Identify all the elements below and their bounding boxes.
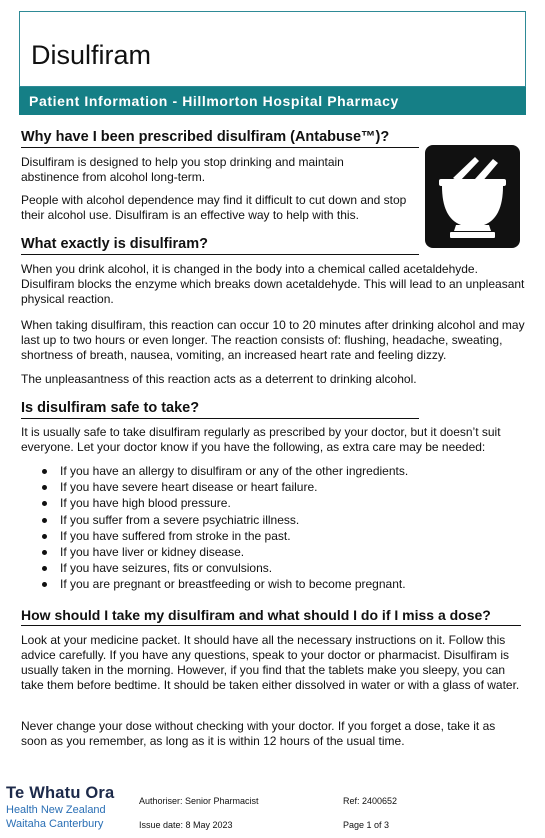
paragraph: Never change your dose without checking with your doctor. If you forget a dose, take it as soon as you remember, as long as it is within 12 hours of the usual time. bbox=[21, 719, 496, 748]
list-item: If you have liver or kidney disease. bbox=[42, 544, 408, 560]
organisation-logo bbox=[6, 784, 114, 830]
paragraph: The unpleasantness of this reaction acts as a deterrent to drinking alcohol. bbox=[21, 372, 417, 386]
paragraph: When you drink alcohol, it is changed in the body into a chemical called acetaldehyde. Disulfiram blocks the enzyme which breaks down acetaldehyde. This will lead to an unpleasant physical reaction. bbox=[21, 262, 525, 306]
section-heading-what: What exactly is disulfiram? bbox=[21, 236, 419, 255]
list-item: If you have high blood pressure. bbox=[42, 495, 408, 511]
issue-date: Issue date: 8 May 2023 bbox=[139, 820, 233, 830]
paragraph: It is usually safe to take disulfiram regularly as prescribed by your doctor, but it doesn’t suit everyone. Let your doctor know if you have the following, as extra care may be needed: bbox=[21, 425, 501, 454]
precaution-list bbox=[42, 463, 408, 593]
list-item: If you have severe heart disease or heart failure. bbox=[42, 479, 408, 495]
logo-region: Waitaha Canterbury bbox=[6, 818, 104, 830]
section-heading-why: Why have I been prescribed disulfiram (Antabuse™)? bbox=[21, 129, 419, 148]
list-item: If you are pregnant or breastfeeding or wish to become pregnant. bbox=[42, 576, 408, 592]
logo-title: Te Whatu Ora bbox=[6, 784, 115, 802]
list-item: If you suffer from a severe psychiatric illness. bbox=[42, 512, 408, 528]
reference-number: Ref: 2400652 bbox=[343, 796, 398, 806]
page-title: Disulfiram bbox=[31, 40, 152, 70]
paragraph: People with alcohol dependence may find it difficult to cut down and stop their alcohol use. Disulfiram is an effective way to help with this. bbox=[21, 193, 407, 222]
header-banner: Patient Information - Hillmorton Hospital Pharmacy bbox=[19, 87, 526, 115]
paragraph: When taking disulfiram, this reaction can occur 10 to 20 minutes after drinking alcohol and may last up to two hours or even longer. The reaction consists of: flushing, headache, sweating, shortness of breath, nausea, vomiting, an increased heart rate and feeling dizzy. bbox=[21, 318, 525, 362]
list-item: If you have suffered from stroke in the past. bbox=[42, 528, 408, 544]
page-number: Page 1 of 3 bbox=[343, 820, 390, 830]
logo-subtitle: Health New Zealand bbox=[6, 804, 106, 816]
mortar-and-pestle-icon bbox=[425, 145, 520, 248]
paragraph: Disulfiram is designed to help you stop drinking and maintain abstinence from alcohol long-term. bbox=[21, 155, 344, 184]
section-heading-how: How should I take my disulfiram and what should I do if I miss a dose? bbox=[21, 607, 521, 626]
list-item: If you have seizures, fits or convulsions. bbox=[42, 560, 408, 576]
authoriser: Authoriser: Senior Pharmacist bbox=[139, 796, 259, 806]
paragraph: Look at your medicine packet. It should have all the necessary instructions on it. Follow this advice carefully. If you have any questions, speak to your doctor or pharmacist. Disulfiram is usually taken in the morning. However, if you find that the tablets make you sleepy, you can take them before bedtime. It should be taken either dissolved in water or with a glass of water. bbox=[21, 633, 520, 692]
title-box bbox=[19, 11, 526, 87]
section-heading-safe: Is disulfiram safe to take? bbox=[21, 400, 419, 419]
list-item: If you have an allergy to disulfiram or any of the other ingredients. bbox=[42, 463, 408, 479]
